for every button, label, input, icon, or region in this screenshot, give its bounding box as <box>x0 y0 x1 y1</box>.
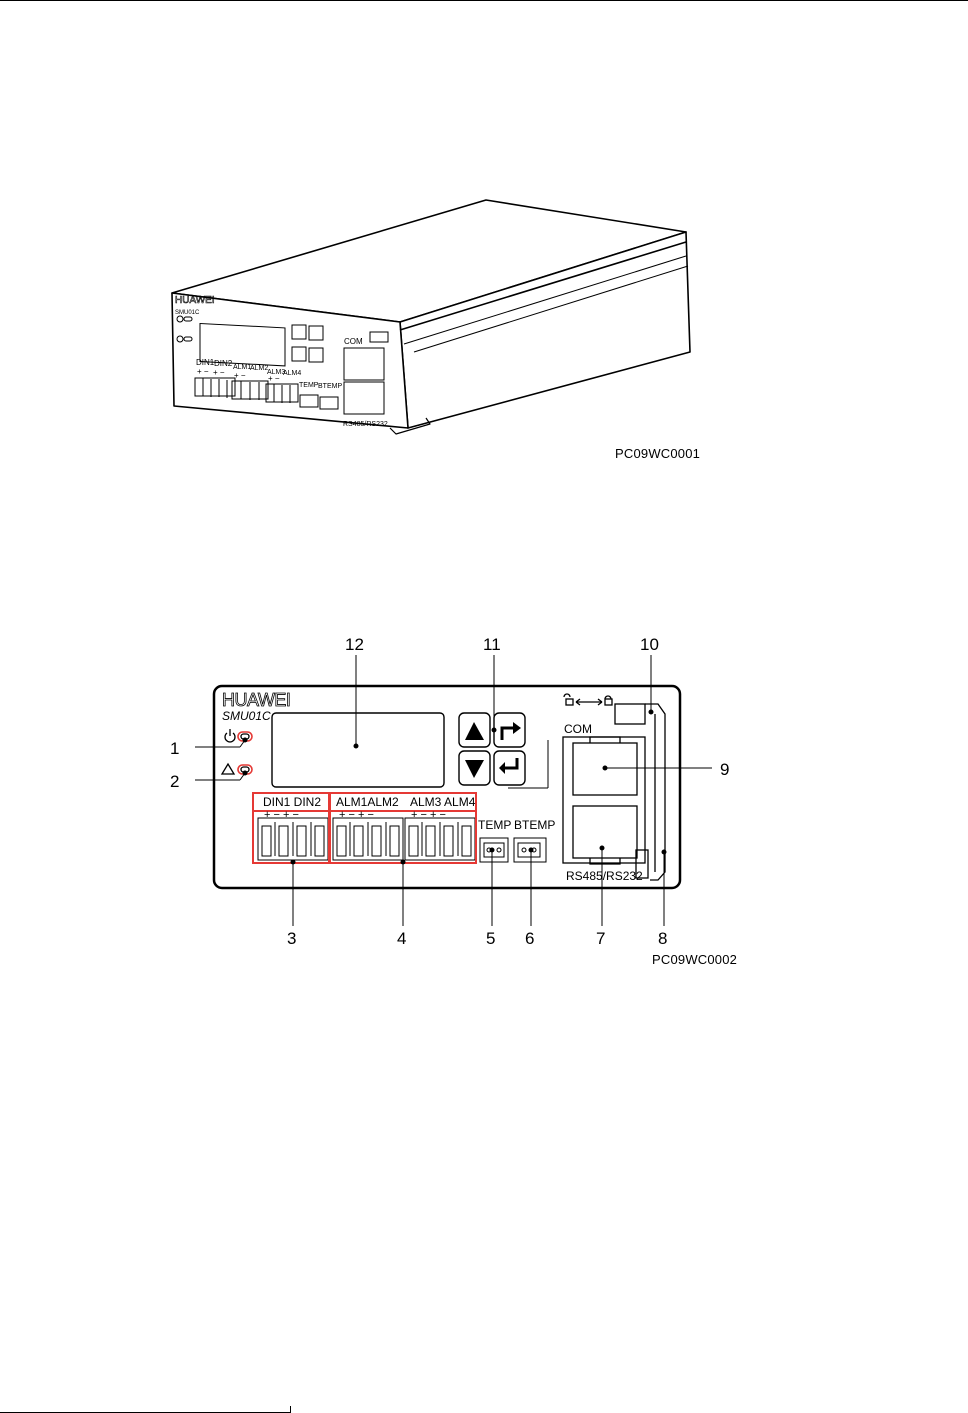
callout-4: 4 <box>397 929 407 948</box>
fig1-label-alm2: ALM2 <box>250 365 269 372</box>
fig2-brand: HUAWEI <box>222 690 291 710</box>
fig1-label-btemp: BTEMP <box>318 383 343 390</box>
callout-5: 5 <box>486 929 496 948</box>
fig2-label-alm34: ALM3 ALM4 <box>410 795 476 809</box>
callout-7: 7 <box>596 929 606 948</box>
fig1-label-din1: DIN1 <box>196 358 215 367</box>
callout-10: 10 <box>640 635 659 654</box>
fig2-label-din: DIN1 DIN2 <box>263 795 322 809</box>
callout-8: 8 <box>658 929 668 948</box>
callout-2: 2 <box>170 772 180 791</box>
fig1-label-alm4: ALM4 <box>283 370 302 377</box>
fig2-polarity-alm34: + − + − <box>411 809 446 821</box>
figure-2-code: PC09WC0002 <box>652 952 738 967</box>
fig1-label-rs: RS485/RS232 <box>343 421 388 428</box>
figure-1-isometric <box>0 190 968 440</box>
fig2-label-com: COM <box>564 722 592 736</box>
fig2-label-temp: TEMP <box>478 818 512 832</box>
fig2-label-btemp: BTEMP <box>514 818 556 832</box>
fig1-polarity-2: + − <box>213 368 225 377</box>
figure-2-front-panel <box>0 620 968 950</box>
fig1-label-temp: TEMP <box>299 382 319 389</box>
fig2-model: SMU01C <box>222 709 271 723</box>
lcd-display <box>272 713 444 787</box>
fig1-polarity-3: + − <box>234 371 246 380</box>
callout-12: 12 <box>345 635 364 654</box>
escape-button <box>494 713 525 747</box>
fig1-label-alm3: ALM3 <box>267 369 286 376</box>
fig1-brand: HUAWEI <box>175 295 215 306</box>
callout-1: 1 <box>170 739 180 758</box>
callout-6: 6 <box>525 929 535 948</box>
fig2-polarity-din: + − + − <box>264 809 299 821</box>
fig1-label-din2: DIN2 <box>214 359 233 368</box>
fig2-label-rs: RS485/RS232 <box>566 869 643 883</box>
fig1-polarity-1: + − <box>197 367 209 376</box>
page-bottom-tick <box>290 1406 291 1413</box>
callout-3: 3 <box>287 929 297 948</box>
callout-11: 11 <box>483 635 501 654</box>
fig1-polarity-4: + − <box>268 374 280 383</box>
fig2-polarity-alm12: + − + − <box>339 809 374 821</box>
callout-9: 9 <box>720 760 730 779</box>
page-top-rule <box>0 0 968 1</box>
fig1-label-alm1: ALM1 <box>233 364 252 371</box>
figure-1-code: PC09WC0001 <box>615 446 701 461</box>
fig2-label-alm12: ALM1ALM2 <box>336 795 399 809</box>
fig1-model: SMU01C <box>175 310 200 316</box>
fig1-label-com: COM <box>344 337 363 346</box>
